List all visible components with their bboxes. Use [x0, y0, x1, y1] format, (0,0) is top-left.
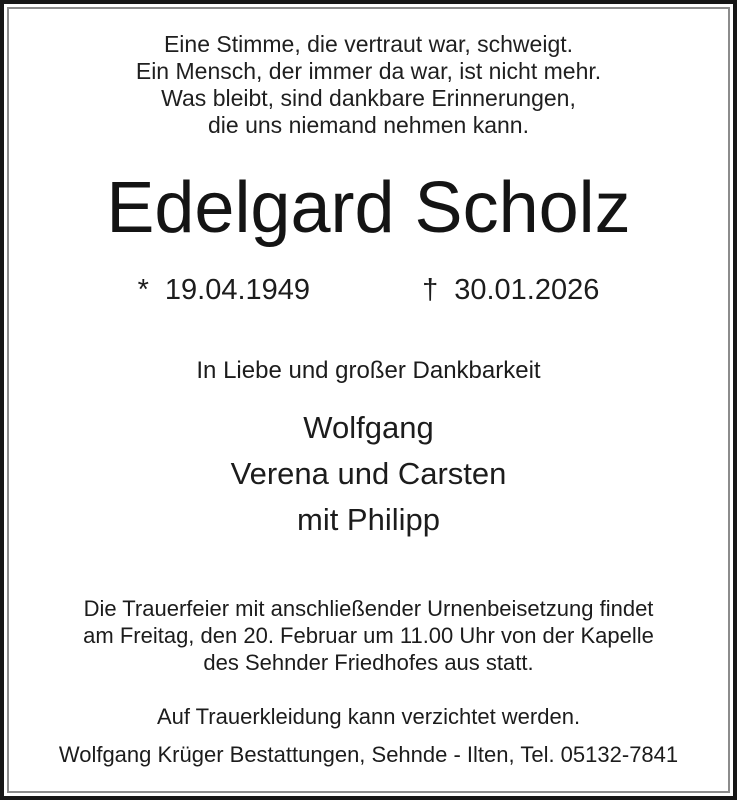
funeral-line: am Freitag, den 20. Februar um 11.00 Uhr von der Kapelle: [83, 623, 654, 648]
mourner-line: Verena und Carsten: [230, 456, 507, 491]
life-dates: [9, 273, 728, 307]
funeral-line: des Sehnder Friedhofes aus statt.: [203, 650, 534, 675]
mourner-line: mit Philipp: [297, 502, 440, 537]
birth-date: 19.04.1949: [164, 274, 311, 306]
verse-line: Eine Stimme, die vertraut war, schweigt.: [163, 31, 574, 57]
mourners-list: [9, 405, 728, 543]
mourner-line: Wolfgang: [303, 410, 434, 445]
funeral-line: Die Trauerfeier mit anschließender Urnenbeisetzung findet: [83, 596, 654, 621]
verse-line: die uns niemand nehmen kann.: [208, 112, 529, 138]
dress-code-note: Auf Trauerkleidung kann verzichtet werden.: [156, 704, 581, 729]
inner-border-frame: [7, 7, 730, 793]
deceased-name: Edelgard Scholz: [106, 168, 631, 248]
verse-line: Ein Mensch, der immer da war, ist nicht mehr.: [135, 58, 602, 84]
memorial-verse: [9, 31, 728, 139]
birth-date-group: [138, 273, 310, 307]
death-date-group: [422, 273, 599, 307]
verse-line: Was bleibt, sind dankbare Erinnerungen,: [161, 85, 576, 111]
funeral-home-line: Wolfgang Krüger Bestattungen, Sehnde - Ilten, Tel. 05132-7841: [58, 742, 679, 767]
death-dagger-symbol: †: [422, 274, 439, 306]
funeral-details: [9, 595, 728, 676]
birth-star-symbol: *: [137, 274, 149, 306]
death-date: 30.01.2026: [454, 274, 600, 306]
tribute-line: In Liebe und großer Dankbarkeit: [196, 357, 541, 384]
